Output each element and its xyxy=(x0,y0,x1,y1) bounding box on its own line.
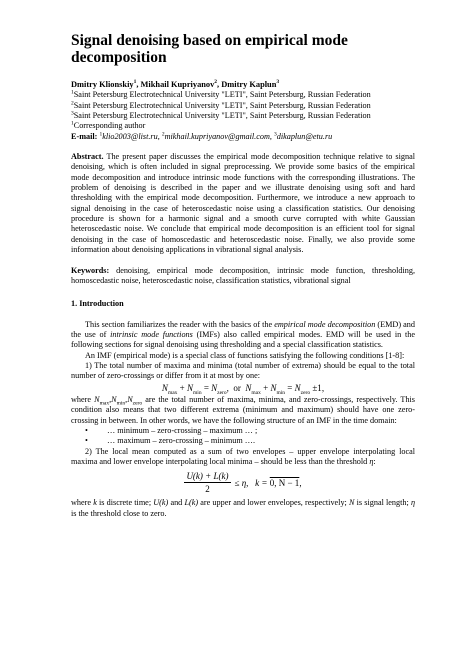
eq-symbol: U(k) xyxy=(153,498,169,508)
eq-relation: ≤ η, xyxy=(234,477,249,488)
text-run: where xyxy=(71,394,95,404)
fraction-numerator: U(k) + L(k) xyxy=(186,471,229,482)
email-link[interactable]: dikaplun@etu.ru xyxy=(276,131,333,141)
affiliation xyxy=(71,111,415,121)
author-name: Dmitry Klionskiy xyxy=(71,80,134,89)
eq-punct: , xyxy=(226,382,229,393)
eq-symbol: N xyxy=(245,382,252,393)
eq-term: ±1 xyxy=(312,382,322,393)
keywords-label: Keywords: xyxy=(71,265,110,275)
email-line: E-mail: $^1$klio2003@list.ru, $^2$mikhail.kupriyanov@gmail.com, $^3$dikaplun@etu.ru xyxy=(71,130,333,141)
eq-symbol: N xyxy=(161,382,168,393)
author-list: Dmitry Klionskiy$^1$, Mikhail Kupriyanov$^2$, Dmitry Kaplun$^3$ xyxy=(71,79,280,89)
list-item xyxy=(85,436,415,446)
text-run: (EMD) and the use of xyxy=(71,319,415,339)
eq-punct: : xyxy=(373,457,376,466)
eq-punct: , xyxy=(321,382,325,393)
eq-symbol: N xyxy=(187,382,194,393)
eq-subscript: max xyxy=(99,400,110,407)
eq-operator: + xyxy=(179,382,185,393)
eq-subscript: zero xyxy=(132,400,143,407)
abstract-label: Abstract. xyxy=(71,152,104,162)
eq-symbol: N xyxy=(294,382,301,393)
eq-range: 0, N − 1 xyxy=(269,477,300,488)
eq-symbol: η xyxy=(410,498,415,508)
eq-symbol: N xyxy=(270,382,277,393)
affiliation-text: Saint Petersburg Electrotechnical University "LETI", Saint Petersburg, Russian Federation xyxy=(73,100,371,110)
eq-symbol: N xyxy=(94,394,100,404)
affiliation-mark: 2 xyxy=(71,99,74,106)
email-label: E-mail: xyxy=(71,131,98,141)
keywords-text: denoising, empirical mode decomposition, intrinsic mode function, thresholding, homoscedastic noise, heteroscedastic noise, classification statistics, vibrational signal xyxy=(71,265,415,285)
author-name: Dmitry Kaplun xyxy=(221,80,277,89)
where-paragraph xyxy=(71,395,415,426)
where-paragraph xyxy=(71,498,415,519)
eq-subscript: min xyxy=(193,389,202,396)
list-item xyxy=(85,426,415,436)
eq-punct: , xyxy=(125,394,128,404)
text-run: intrinsic mode functions xyxy=(110,329,193,339)
equation-envelope xyxy=(71,470,415,495)
corresponding-mark: 1 xyxy=(71,120,74,127)
eq-symbol: L(k) xyxy=(184,498,199,508)
eq-subscript: max xyxy=(167,389,178,396)
eq-subscript: min xyxy=(276,389,286,396)
eq-symbol: N xyxy=(349,498,355,508)
eq-operator: = xyxy=(203,382,209,393)
eq-symbol: k = xyxy=(255,477,268,488)
condition-1: 1) The total number of maxima and minima (total number of extrema) should be equal to the total number of zero-crossings or differ from it at most by one: xyxy=(71,360,415,381)
keywords xyxy=(71,266,415,287)
text-run: 2) The local mean computed as a sum of two envelopes – upper envelope interpolating local maxima and lower envelope interpolating local minima – should be less than the threshold xyxy=(71,446,415,466)
text-run: (IMFs) also called empirical modes. EMD will be used in the following sections for signal denoising using thresholding and a special classification statistics. xyxy=(71,329,415,350)
email-link[interactable]: mikhail.kupriyanov@gmail.com xyxy=(164,131,270,141)
eq-subscript: max xyxy=(251,389,261,396)
author-mark: 2 xyxy=(214,79,218,86)
eq-subscript: zero xyxy=(300,389,311,396)
eq-punct: , xyxy=(109,394,112,404)
list-item-text: … maximum – zero-crossing – minimum …. xyxy=(107,436,256,446)
email-mark: 2 xyxy=(161,130,165,137)
eq-operator: = xyxy=(287,382,293,393)
intro-paragraph: An IMF (empirical mode) is a special class of functions satisfying the following conditions [1-8]: xyxy=(85,350,405,360)
email-link[interactable]: klio2003@list.ru xyxy=(102,131,158,141)
text-run: are the total number of maxima, minima, and zero-crossings, respectively. This condition also means that two different extrema (minimum and maximum) should have one zero-crossing in between. In other words, we have the following structure of an IMF in the time domain: xyxy=(71,394,415,425)
text-run: where xyxy=(71,498,94,508)
eq-word: or xyxy=(233,382,241,393)
intro-paragraph xyxy=(71,320,415,351)
list-item-text: … minimum – zero-crossing – maximum … ; xyxy=(107,425,258,435)
condition-2 xyxy=(71,447,415,468)
affiliation xyxy=(71,101,415,111)
text-run: are upper and lower envelopes, respectively; xyxy=(198,498,350,508)
affiliation-mark: 1 xyxy=(71,89,74,96)
eq-subscript: min xyxy=(116,400,126,407)
eq-operator: + xyxy=(263,382,269,393)
author-name: Mikhail Kupriyanov xyxy=(140,80,215,89)
eq-symbol: N xyxy=(111,394,117,404)
bullet-icon: • xyxy=(85,436,88,446)
affiliation-text: Saint Petersburg Electrotechnical University "LETI", Saint Petersburg, Russian Federation xyxy=(73,90,371,100)
affiliation xyxy=(71,90,415,100)
author-mark: 3 xyxy=(276,79,280,86)
equation-extrema xyxy=(71,382,415,396)
affiliation-mark: 3 xyxy=(71,110,74,117)
corresponding-text: Corresponding author xyxy=(73,121,146,131)
email-mark: 1 xyxy=(99,130,103,137)
eq-punct: , xyxy=(299,477,302,488)
paper-title: Signal denoising based on empirical mode decomposition xyxy=(71,32,348,66)
author-mark: 1 xyxy=(133,79,137,86)
eq-subscript: zero xyxy=(217,389,227,396)
eq-symbol: η xyxy=(369,457,374,466)
email-mark: 3 xyxy=(273,130,277,137)
eq-symbol: N xyxy=(127,394,133,404)
text-run: This section familiarizes the reader with the basics of the xyxy=(85,319,275,329)
corresponding-author xyxy=(71,121,415,131)
eq-symbol: k xyxy=(93,498,97,508)
text-run: is discrete time; xyxy=(96,498,154,508)
affiliation-text: Saint Petersburg Electrotechnical University "LETI", Saint Petersburg, Russian Federation xyxy=(73,111,371,121)
section-heading: 1. Introduction xyxy=(71,299,124,309)
text-run: is the threshold close to zero. xyxy=(71,508,167,518)
text-run: empirical mode decomposition xyxy=(274,319,376,329)
abstract xyxy=(71,152,415,255)
fraction-denominator: 2 xyxy=(205,484,210,495)
text-run: is signal length; xyxy=(354,498,411,508)
abstract-text: The present paper discusses the empirical mode decomposition technique relative to signal denoising, which is often included in signal preprocessing. We provide some basics of the empirical mode decomposition and introduce intrinsic mode functions with the corresponding illustrations. The problem of denoising is described in the paper and we illustrate denoising using soft and hard thresholding with the empirical mode decomposition. Furthermore, we introduce a new approach to signal denoising in the case of heteroscedastic noise using a classification statistics. Our denoising procedure is shown for a harmonic signal and a smooth curve corrupted with white Gaussian heteroscedastic noise. We conclude that empirical mode decomposition is an efficient tool for signal denoising in the case of homoscedastic and heteroscedastic noise. Finally, we also provide some information about denoising applications in vibrational signal analysis. xyxy=(71,152,415,255)
fraction xyxy=(184,470,230,495)
eq-symbol: N xyxy=(211,382,218,393)
bullet-icon: • xyxy=(85,425,88,435)
text-run: and xyxy=(168,498,185,508)
